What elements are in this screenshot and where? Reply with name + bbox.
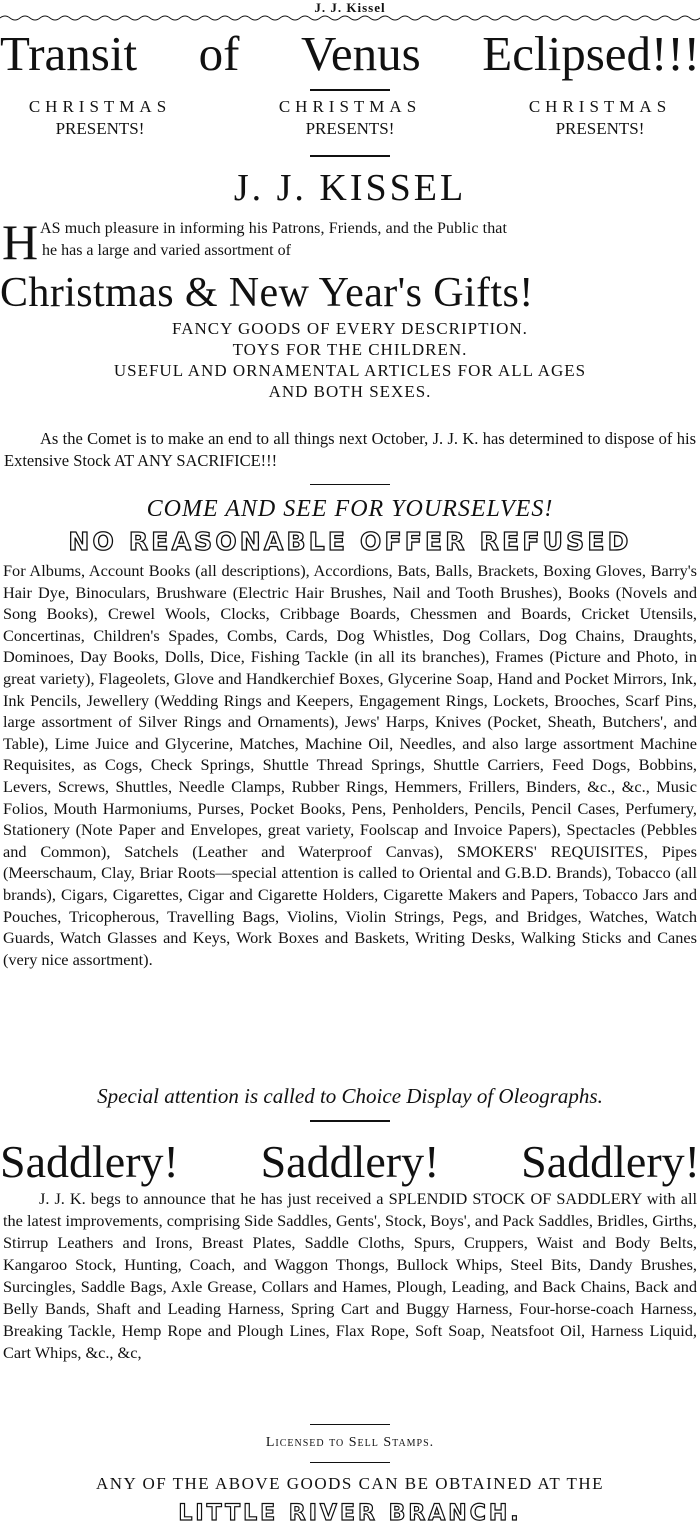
christmas-presents-row — [0, 96, 700, 142]
christmas-presents: CHRISTMAS PRESENTS! — [28, 97, 172, 138]
licensed-line: Licensed to Sell Stamps. — [265, 1435, 435, 1450]
drop-cap: H — [2, 214, 39, 270]
title-word: Eclipsed!!! — [482, 26, 700, 81]
divider — [310, 1120, 390, 1122]
header-name: J. J. Kissel — [314, 0, 386, 15]
gifts-heading: Christmas & New Year's Gifts! — [0, 270, 534, 316]
main-title — [0, 26, 700, 82]
divider — [310, 1424, 390, 1425]
intro-paragraph — [0, 214, 700, 270]
goods-line: AND BOTH SEXES. — [268, 382, 432, 401]
title-word: of — [198, 26, 240, 81]
goods-line: USEFUL AND ORNAMENTAL ARTICLES FOR ALL AGES — [113, 361, 587, 380]
saddlery-word: Saddlery! — [521, 1136, 700, 1187]
divider — [310, 484, 390, 485]
special-attention-line: Special attention is called to Choice Display of Oleographs. — [97, 1084, 603, 1108]
title-word: Venus — [300, 26, 421, 81]
goods-line: TOYS FOR THE CHILDREN. — [232, 340, 468, 359]
divider — [310, 89, 390, 91]
saddlery-word: Saddlery! — [0, 1136, 179, 1187]
intro-line: he has a large and varied assortment of — [42, 242, 291, 259]
comet-paragraph: As the Comet is to make an end to all things next October, J. J. K. has determined to dispose of his Extensive Stock AT ANY SACRIFICE!!! — [4, 429, 696, 470]
any-goods-line: ANY OF THE ABOVE GOODS CAN BE OBTAINED AT THE — [96, 1474, 604, 1493]
wavy-rule — [0, 14, 700, 22]
saddlery-heading — [0, 1132, 700, 1192]
goods-list-paragraph: For Albums, Account Books (all descriptions), Accordions, Bats, Balls, Brackets, Boxing Gloves, Barry's Hair Dye, Binoculars, Brushware (Electric Hair Brushes, Nail and Tooth Brushes), Books (Novels and Song Books), Crewel Wools, Clocks, Cribbage Boards, Chessmen and Boards, Cricket Utensils, Concertinas, Children's Spades, Combs, Cards, Dog Whistles, Dog Collars, Dog Chains, Draughts, Dominoes, Day Books, Dolls, Dice, Fishing Tackle (in all its branches), Frames (Picture and Photo, in great variety), Flageolets, Glove and Handkerchief Boxes, Glycerine Soap, Hand and Pocket Mirrors, Ink, Ink Pencils, Jewellery (Wedding Rings and Keepers, Engagement Rings, Lockets, Brooches, Scarf Pins, large assortment of Silver Rings and Ornaments), Jews' Harps, Knives (Pocket, Sheath, Butchers', and Table), Lime Juice and Glycerine, Matches, Machine Oil, Needles, and also large assortment Machine Requisites, as Cogs, Check Springs, Shuttle Thread Springs, Shuttle Carriers, Feed Dogs, Bobbins, Levers, Screws, Shuttles, Needle Clamps, Rubber Rings, Hemmers, Frillers, Binders, &c., &c., Music Folios, Mouth Harmoniums, Purses, Pocket Books, Pens, Penholders, Pencils, Pencil Cases, Perfumery, Stationery (Note Paper and Envelopes, great variety, Foolscap and Invoice Papers), Spectacles (Pebbles and Common), Satchels (Leather and Waterproof Canvas), SMOKERS' REQUISITES, Pipes (Meerschaum, Clay, Briar Roots—special attention is called to Oriental and G.B.D. Brands), Tobacco (all brands), Cigars, Cigarettes, Cigar and Cigarette Holders, Cigarette Makers and Papers, Tobacco Jars and Pouches, Tricopherous, Travelling Bags, Violins, Violin Strings, Pegs, and Bridges, Watches, Watch Guards, Watch Glasses and Keys, Work Boxes and Baskets, Writing Desks, Walking Sticks and Canes (very nice assortment). — [3, 561, 697, 969]
saddlery-paragraph: J. J. K. begs to announce that he has just received a SPLENDID STOCK OF SADDLERY with all the latest improvements, comprising Side Saddles, Gents', Stock, Boys', and Pack Saddles, Bridles, Girths, Stirrup Leathers and Irons, Breast Plates, Saddle Cloths, Spurs, Cruppers, Waist and Body Belts, Kangaroo Stock, Hunting, Coach, and Waggon Thongs, Bullock Whips, Steel Bits, Dandy Brushes, Surcingles, Saddle Bags, Axle Grease, Collars and Hames, Plough, Leading, and Back Chains, Back and Belly Bands, Shaft and Leading Harness, Spring Cart and Buggy Harness, Four-horse-coach Harness, Breaking Tackle, Hemp Rope and Plough Lines, Flax Rope, Soft Soap, Neatsfoot Oil, Harness Liquid, Cart Whips, &c., &c, — [3, 1189, 697, 1362]
divider — [310, 155, 390, 157]
title-word: Transit — [0, 26, 138, 81]
saddlery-word: Saddlery! — [260, 1136, 440, 1187]
come-and-see-heading: COME AND SEE FOR YOURSELVES! — [146, 496, 554, 522]
goods-line: FANCY GOODS OF EVERY DESCRIPTION. — [172, 319, 528, 338]
divider — [310, 1462, 390, 1463]
intro-line: AS much pleasure in informing his Patrons, Friends, and the Public that — [40, 220, 508, 237]
little-river-branch — [0, 1496, 700, 1526]
goods-summary — [0, 318, 700, 402]
svg-text:LITTLE RIVER BRANCH.: LITTLE RIVER BRANCH. — [178, 1501, 522, 1526]
christmas-presents: CHRISTMAS PRESENTS! — [528, 97, 672, 138]
christmas-presents: CHRISTMAS PRESENTS! — [278, 97, 422, 138]
kissel-heading: J. J. KISSEL — [233, 167, 467, 209]
no-reasonable-offer-heading: NO REASONABLE OFFER REFUSED — [68, 527, 632, 556]
